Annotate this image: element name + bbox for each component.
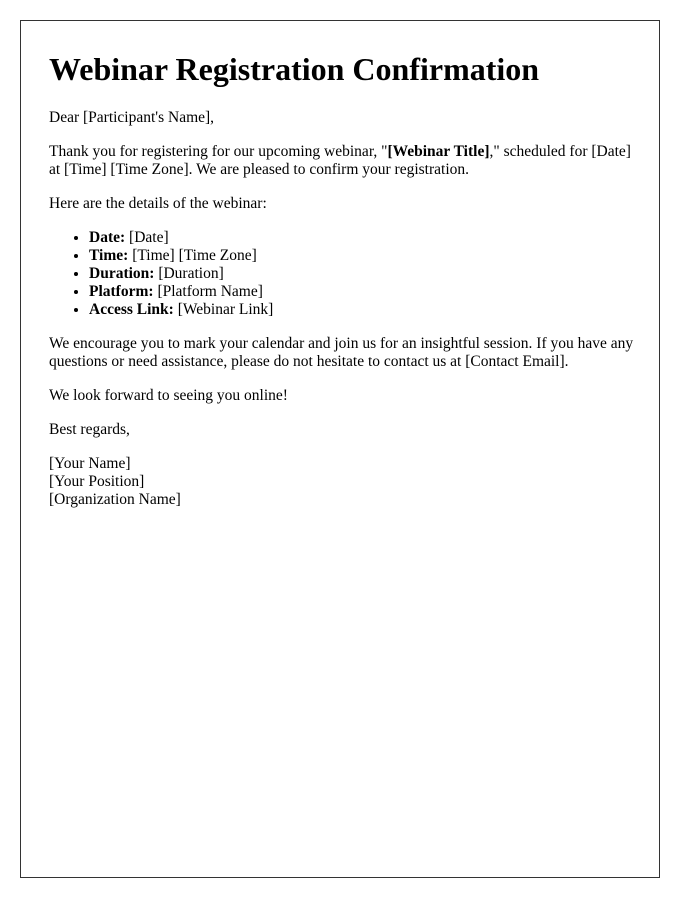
- detail-label: Duration:: [89, 265, 155, 282]
- signature-organization: [Organization Name]: [49, 491, 181, 508]
- detail-item-date: [89, 229, 639, 247]
- detail-value: [Duration]: [154, 265, 224, 282]
- detail-value: [Date]: [125, 229, 169, 246]
- intro-paragraph: [49, 143, 639, 179]
- detail-value: [Platform Name]: [153, 283, 263, 300]
- signature-position: [Your Position]: [49, 473, 145, 490]
- detail-item-platform: [89, 283, 639, 301]
- closing: Best regards,: [49, 421, 130, 438]
- greeting: Dear [Participant's Name],: [49, 109, 215, 126]
- encourage-paragraph: We encourage you to mark your calendar and join us for an insightful session. If you have any questions or need assistance, please do not hesitate to contact us at [Contact Email].: [49, 335, 634, 370]
- intro-text-after: ," scheduled for [Date] at [Time] [Time Zone]. We are pleased to confirm your registration.: [49, 143, 631, 178]
- detail-label: Platform:: [89, 283, 154, 300]
- detail-label: Time:: [89, 247, 129, 264]
- detail-item-access-link: [89, 301, 639, 319]
- signature-name: [Your Name]: [49, 455, 131, 472]
- intro-text-before: Thank you for registering for our upcoming webinar, ": [49, 143, 388, 160]
- detail-label: Access Link:: [89, 301, 174, 318]
- detail-item-duration: [89, 265, 639, 283]
- detail-label: Date:: [89, 229, 126, 246]
- letter-content: [49, 51, 639, 525]
- details-list: [49, 229, 639, 319]
- webinar-title: [Webinar Title]: [387, 143, 490, 160]
- detail-item-time: [89, 247, 639, 265]
- detail-value: [Time] [Time Zone]: [128, 247, 257, 264]
- signature-block: [49, 455, 639, 509]
- details-intro: Here are the details of the webinar:: [49, 195, 267, 212]
- look-forward-paragraph: We look forward to seeing you online!: [49, 387, 288, 404]
- detail-value: [Webinar Link]: [173, 301, 274, 318]
- page-title: Webinar Registration Confirmation: [49, 51, 540, 87]
- letter-page: [20, 20, 660, 878]
